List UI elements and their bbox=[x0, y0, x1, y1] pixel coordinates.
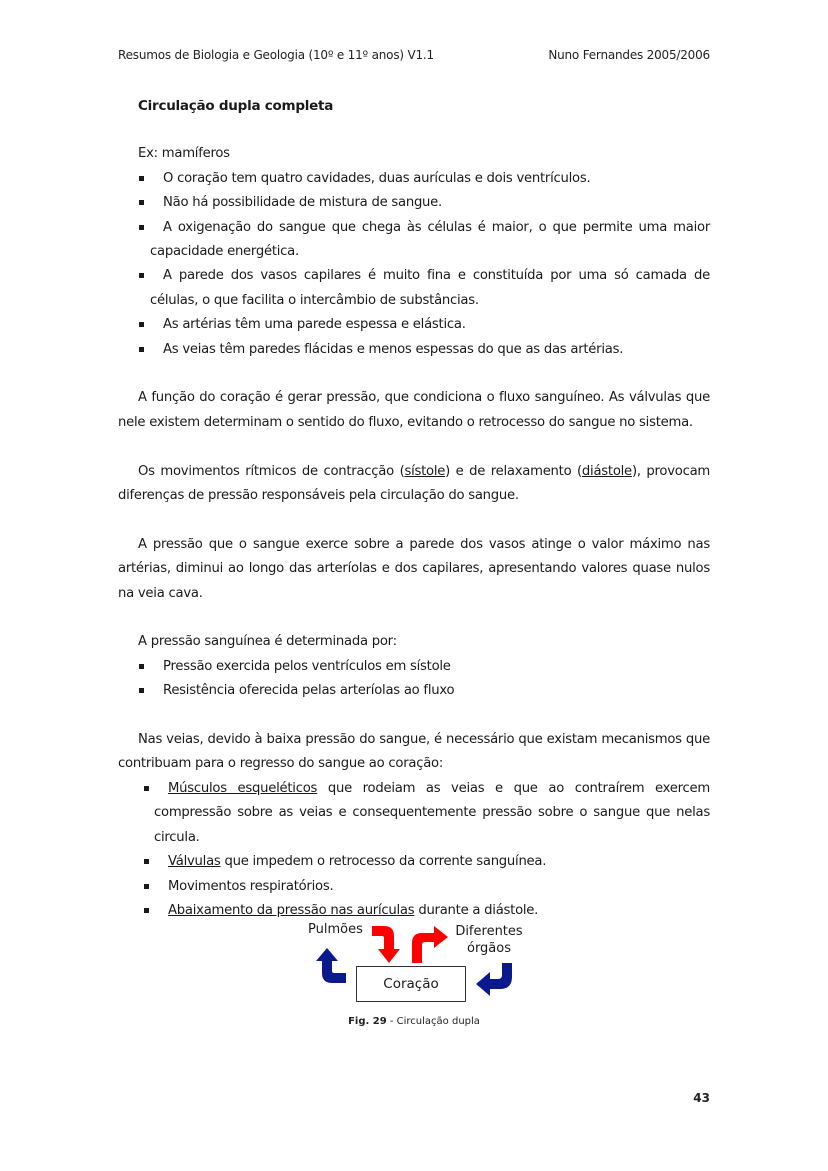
list-item: Movimentos respiratórios. bbox=[118, 875, 710, 899]
section-title: Circulação dupla completa bbox=[138, 98, 334, 114]
list-item: O coração tem quatro cavidades, duas aurículas e dois ventrículos. bbox=[118, 167, 710, 191]
list-item: A parede dos vasos capilares é muito fina e constituída por uma só camada de células, o que facilita o intercâmbio de substâncias. bbox=[118, 264, 710, 313]
term-diastole: diástole bbox=[581, 463, 632, 479]
term-systole: sístole bbox=[404, 463, 446, 479]
lungs-label: Pulmões bbox=[308, 922, 363, 937]
arterial-arrow-out-icon bbox=[412, 925, 452, 965]
example-label: Ex: mamíferos bbox=[138, 146, 230, 162]
bullet-icon bbox=[139, 347, 144, 352]
bullet-icon bbox=[139, 225, 144, 230]
figure-caption: Fig. 29 - Circulação dupla bbox=[348, 1016, 480, 1027]
list-item: Abaixamento da pressão nas aurículas durante a diástole. bbox=[118, 899, 710, 923]
bullet-icon bbox=[144, 786, 149, 791]
header-left: Resumos de Biologia e Geologia (10º e 11º anos) V1.1 bbox=[118, 48, 434, 62]
page-content bbox=[118, 94, 710, 923]
paragraph-veins: Nas veias, devido à baixa pressão do sangue, é necessário que existam mecanismos que contribuam para o regresso do sangue ao coração: bbox=[118, 732, 710, 772]
paragraph-rhythmic-movements: Os movimentos rítmicos de contracção (sístole) e de relaxamento (diástole), provocam diferenças de pressão responsáveis pela circulação do sangue. bbox=[118, 463, 711, 504]
bullet-icon bbox=[139, 176, 144, 181]
list-item: Pressão exercida pelos ventrículos em sístole bbox=[118, 655, 710, 679]
heart-box: Coração bbox=[356, 966, 466, 1002]
bullet-icon bbox=[144, 908, 149, 913]
list-item: As artérias têm uma parede espessa e elástica. bbox=[118, 313, 710, 337]
bullet-icon bbox=[144, 859, 149, 864]
bullet-icon bbox=[139, 688, 144, 693]
bullet-icon bbox=[139, 664, 144, 669]
list-item: Válvulas que impedem o retrocesso da corrente sanguínea. bbox=[118, 850, 710, 874]
bullet-icon bbox=[139, 273, 144, 278]
organs-label: Diferentes órgãos bbox=[455, 924, 523, 956]
list-item: A oxigenação do sangue que chega às células é maior, o que permite uma maior capacidade energética. bbox=[118, 216, 710, 265]
features-list bbox=[118, 167, 710, 362]
list-item: Resistência oferecida pelas arteríolas ao fluxo bbox=[118, 679, 710, 703]
venous-arrow-lungs-icon bbox=[316, 947, 346, 985]
list-item: Não há possibilidade de mistura de sangue. bbox=[118, 191, 710, 215]
venous-arrow-organs-icon bbox=[476, 963, 514, 997]
list-item: As veias têm paredes flácidas e menos espessas do que as das artérias. bbox=[118, 338, 710, 362]
bullet-icon bbox=[139, 200, 144, 205]
header-right: Nuno Fernandes 2005/2006 bbox=[548, 48, 710, 62]
pressure-factors-list bbox=[118, 655, 710, 704]
list-item: Músculos esqueléticos que rodeiam as veias e que ao contraírem exercem compressão sobre as veias e consequentemente pressão sobre o sangue que nelas circula. bbox=[118, 777, 710, 850]
bullet-icon bbox=[139, 322, 144, 327]
page-number: 43 bbox=[693, 1091, 710, 1105]
pressure-determined-label: A pressão sanguínea é determinada por: bbox=[138, 634, 397, 650]
paragraph-heart-function: A função do coração é gerar pressão, que condiciona o fluxo sanguíneo. As válvulas que nele existem determinam o sentido do fluxo, evitando o retrocesso do sangue no sistema. bbox=[118, 390, 710, 430]
paragraph-pressure: A pressão que o sangue exerce sobre a parede dos vasos atinge o valor máximo nas artérias, diminui ao longo das arteríolas e dos capilares, apresentando valores quase nulos na veia cava. bbox=[118, 536, 710, 601]
return-mechanisms-list bbox=[118, 777, 710, 923]
arterial-arrow-in-icon bbox=[372, 925, 402, 965]
bullet-icon bbox=[144, 884, 149, 889]
